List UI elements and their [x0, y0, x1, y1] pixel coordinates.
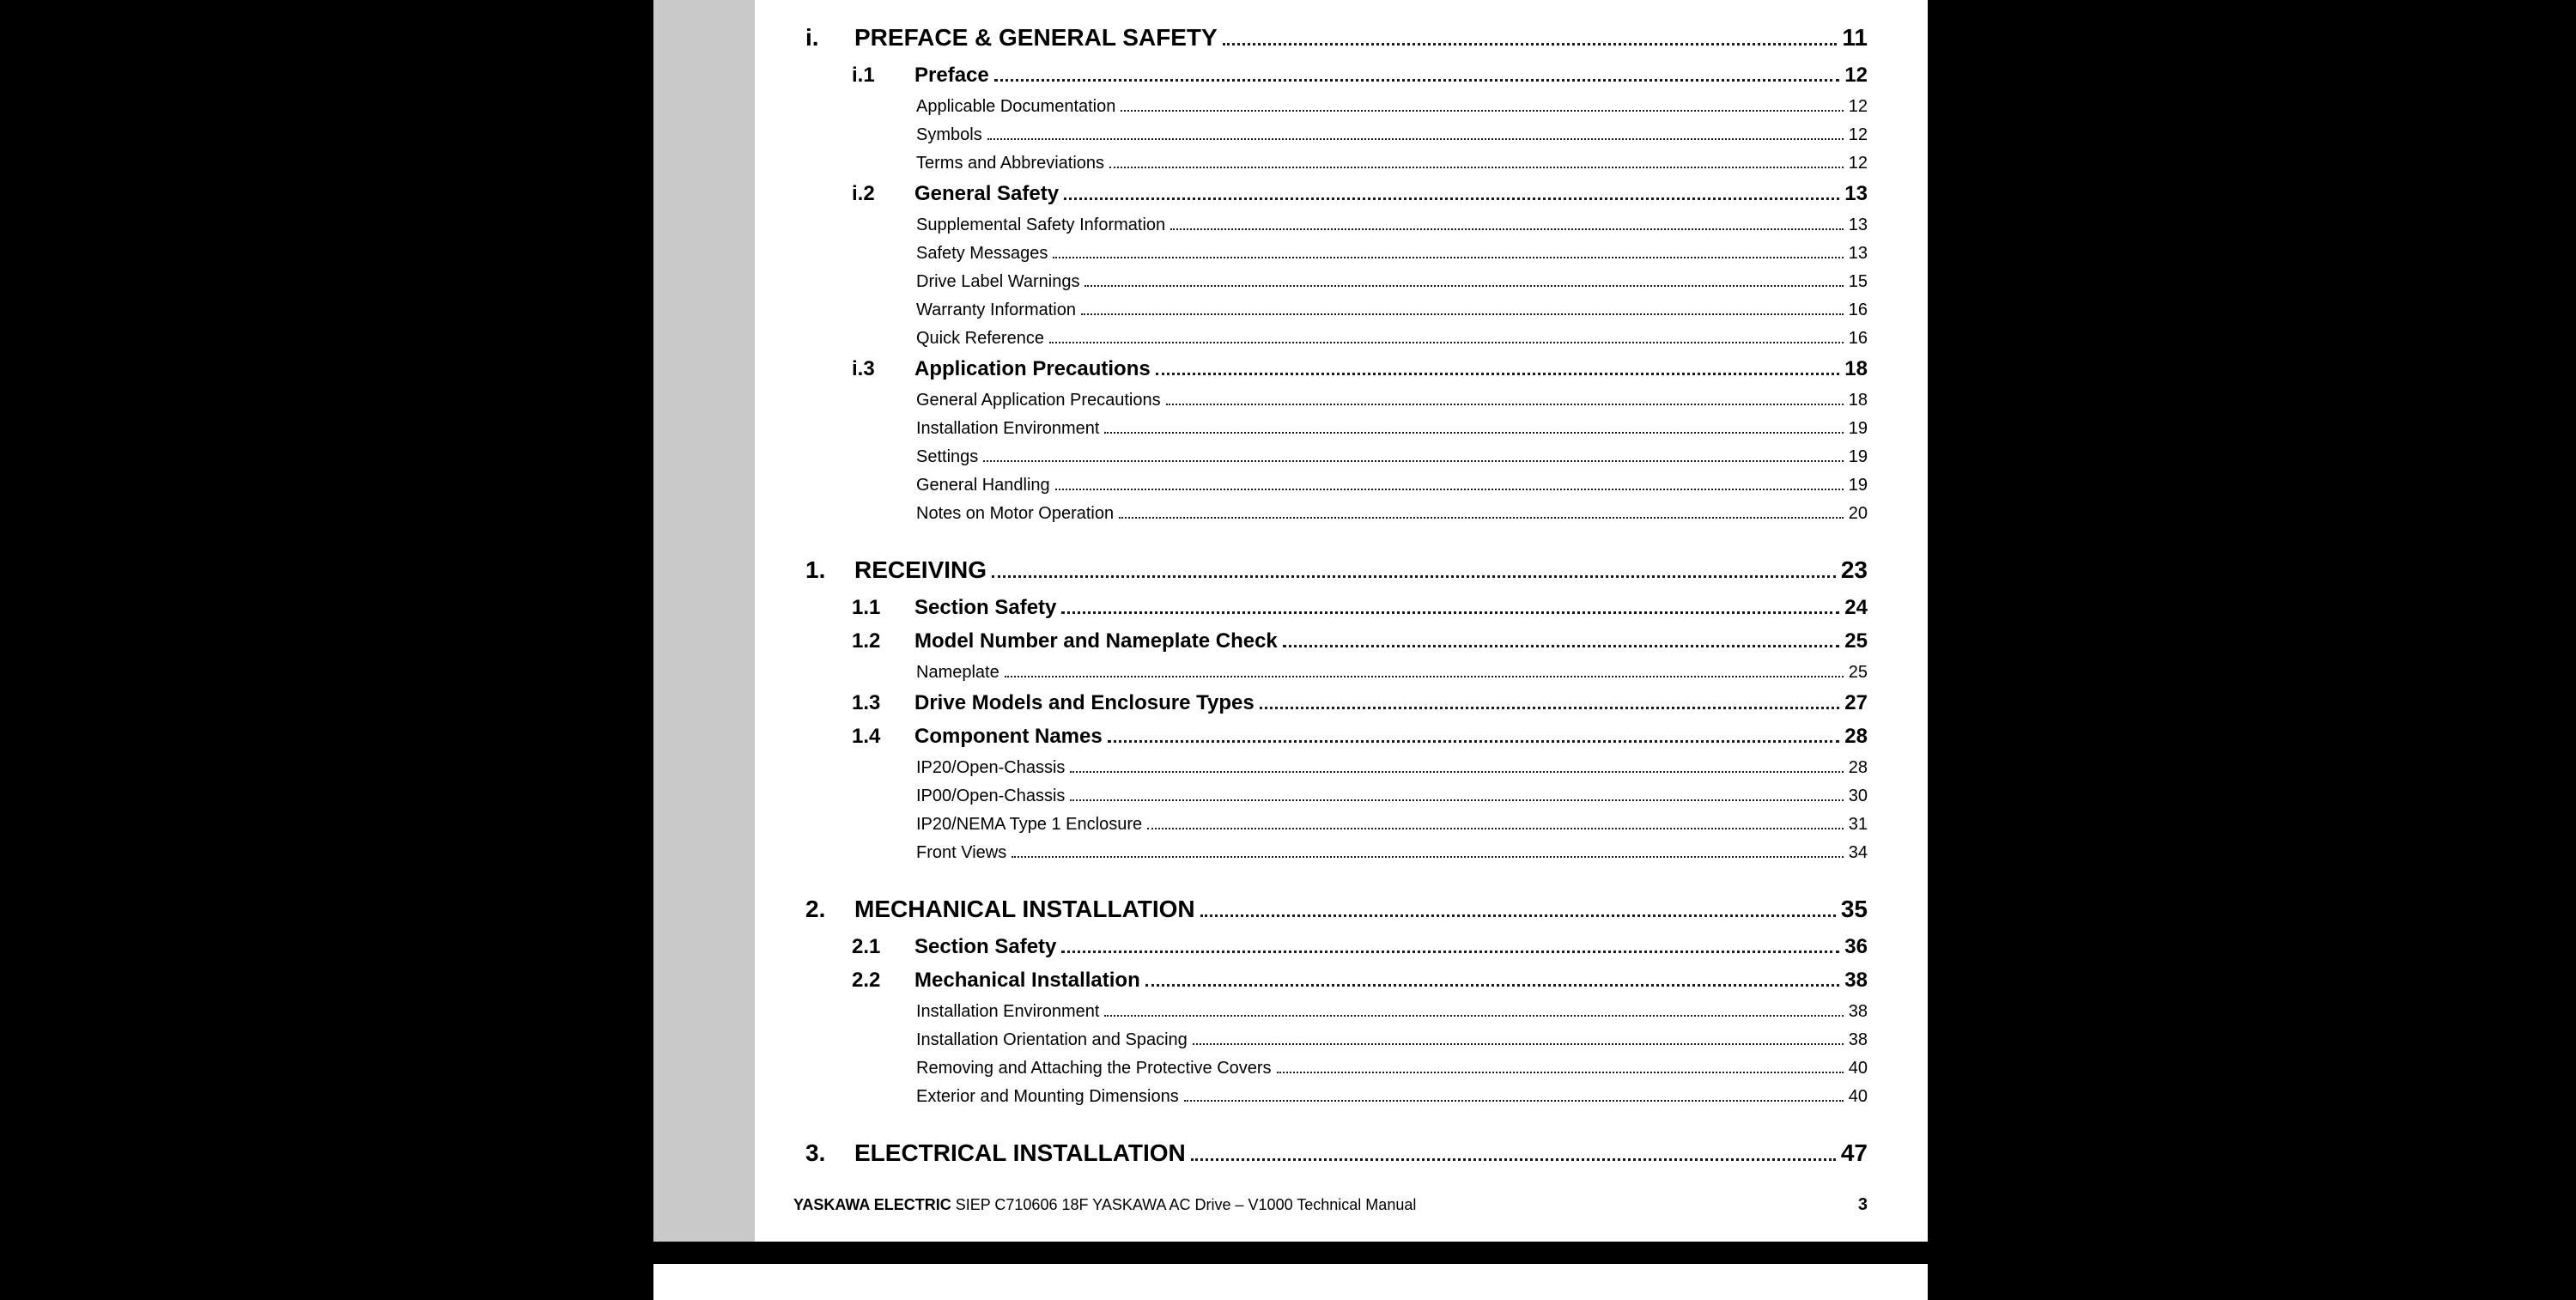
toc-entry-number: 1.4 [852, 725, 881, 748]
toc-entry-page: 23 [1840, 556, 1868, 583]
toc-entry[interactable] [805, 815, 1868, 843]
toc-entry[interactable] [805, 504, 1868, 532]
toc-entry-title: Warranty Information [916, 301, 1076, 319]
toc-entry-page: 18 [1848, 391, 1868, 410]
dot-leader [1104, 432, 1843, 434]
toc-entry-title: Installation Orientation and Spacing [916, 1030, 1188, 1049]
toc-entry-title: Installation Environment [916, 1002, 1100, 1021]
dot-leader [1104, 1015, 1843, 1017]
toc-entry-page: 19 [1848, 447, 1868, 466]
toc-entry[interactable] [805, 629, 1868, 663]
toc-entry-title: Notes on Motor Operation [916, 504, 1115, 523]
toc-entry-page: 30 [1848, 787, 1868, 805]
toc-entry-title: General Application Precautions [916, 391, 1161, 410]
toc-entry-title: PREFACE & GENERAL SAFETY [854, 24, 1218, 51]
next-page-top-edge [653, 1264, 1928, 1300]
toc-entry-title: RECEIVING [854, 556, 987, 583]
toc-entry-title: Terms and Abbreviations [916, 154, 1105, 173]
dot-leader [1061, 951, 1839, 953]
toc-entry-title: IP20/NEMA Type 1 Enclosure [916, 815, 1143, 834]
toc-entry[interactable] [805, 64, 1868, 97]
toc-entry-title: Mechanical Installation [914, 969, 1140, 992]
toc-entry-title: Model Number and Nameplate Check [914, 629, 1278, 653]
page-footer [793, 1195, 1868, 1215]
toc-entry-number: i.1 [852, 64, 875, 87]
dot-leader [1170, 228, 1844, 230]
dot-leader [1070, 799, 1843, 801]
toc-entry-page: 18 [1844, 357, 1868, 380]
dot-leader [1156, 373, 1840, 375]
dot-leader [992, 575, 1836, 578]
toc-entry-title: Preface [914, 64, 989, 87]
dot-leader [1084, 285, 1843, 287]
dot-leader [994, 79, 1840, 82]
toc-entry-page: 12 [1848, 97, 1868, 116]
toc-entry[interactable] [805, 216, 1868, 244]
toc-entry[interactable] [805, 244, 1868, 272]
toc-entry-title: Nameplate [916, 663, 999, 682]
toc-entry-title: MECHANICAL INSTALLATION [854, 896, 1195, 922]
toc-entry[interactable] [805, 154, 1868, 182]
toc-entry-title: General Safety [914, 182, 1060, 205]
toc-entry-page: 35 [1840, 896, 1868, 922]
toc-entry[interactable] [805, 24, 1868, 64]
toc-entry-page: 25 [1848, 663, 1868, 682]
toc-entry-number: 2. [805, 896, 826, 922]
dot-leader [1191, 1158, 1836, 1161]
toc-entry-title: Drive Models and Enclosure Types [914, 691, 1255, 714]
dot-leader [1005, 676, 1844, 677]
dot-leader [1081, 313, 1844, 315]
toc-entry-page: 40 [1848, 1059, 1868, 1078]
toc-entry-title: Section Safety [914, 935, 1057, 958]
dot-leader [1145, 984, 1840, 987]
toc-entry-page: 38 [1844, 969, 1868, 992]
toc-entry[interactable] [805, 1087, 1868, 1115]
toc-entry[interactable] [805, 758, 1868, 787]
dot-leader [1049, 342, 1844, 343]
footer-publisher: YASKAWA ELECTRIC [793, 1196, 951, 1213]
toc-entry[interactable] [805, 843, 1868, 872]
toc-entry-title: Section Safety [914, 596, 1057, 619]
toc-entry-page: 36 [1844, 935, 1868, 958]
toc-entry-page: 19 [1848, 419, 1868, 438]
toc-entry-page: 38 [1848, 1030, 1868, 1049]
toc-entry-title: ELECTRICAL INSTALLATION [854, 1139, 1186, 1166]
dot-leader [1184, 1100, 1844, 1102]
toc-entry[interactable] [805, 329, 1868, 357]
pdf-page [653, 0, 1928, 1242]
dot-leader [1166, 404, 1844, 405]
toc-entry[interactable] [805, 97, 1868, 125]
toc-entry-page: 12 [1848, 125, 1868, 144]
toc-entry-title: Front Views [916, 843, 1007, 862]
toc-entry-title: General Handling [916, 476, 1050, 495]
toc-entry-number: 1.3 [852, 691, 881, 714]
dot-leader [1193, 1043, 1844, 1045]
toc-entry-title: Drive Label Warnings [916, 272, 1080, 291]
toc-entry-page: 27 [1844, 691, 1868, 714]
toc-entry-title: Symbols [916, 125, 982, 144]
toc-entry[interactable] [805, 1059, 1868, 1087]
toc-entry[interactable] [805, 896, 1868, 935]
toc-entry-page: 13 [1848, 216, 1868, 234]
toc-entry[interactable] [805, 476, 1868, 504]
dot-leader [1277, 1072, 1844, 1073]
dot-leader [1283, 645, 1840, 647]
toc-entry-number: i.2 [852, 182, 875, 205]
toc-entry-title: Supplemental Safety Information [916, 216, 1166, 234]
toc-entry-title: Exterior and Mounting Dimensions [916, 1087, 1179, 1106]
dot-leader [987, 138, 1844, 140]
toc-entry-page: 28 [1844, 725, 1868, 748]
toc-entry[interactable] [805, 301, 1868, 329]
toc-entry[interactable] [805, 725, 1868, 758]
toc-entry-page: 31 [1848, 815, 1868, 834]
dot-leader [1147, 828, 1844, 829]
toc-entry-page: 11 [1842, 24, 1868, 51]
toc-entry[interactable] [805, 419, 1868, 447]
toc-entry-page: 25 [1844, 629, 1868, 653]
toc-entry-title: Safety Messages [916, 244, 1048, 263]
dot-leader [1223, 43, 1838, 46]
toc-entry-title: Component Names [914, 725, 1103, 748]
toc-entry-page: 16 [1848, 301, 1868, 319]
toc-entry-number: i. [805, 24, 819, 51]
toc-entry[interactable] [805, 663, 1868, 691]
toc-entry-title: IP20/Open-Chassis [916, 758, 1066, 777]
toc-entry-page: 12 [1844, 64, 1868, 87]
toc-list [805, 24, 1868, 1179]
toc-entry[interactable] [805, 787, 1868, 815]
toc-entry-page: 28 [1848, 758, 1868, 777]
dot-leader [1012, 856, 1844, 858]
dot-leader [1061, 611, 1839, 614]
footer-document-id: SIEP C710606 18F YASKAWA AC Drive – V1000 Technical Manual [951, 1196, 1417, 1213]
toc-entry-title: Quick Reference [916, 329, 1044, 348]
footer-page-number: 3 [1857, 1195, 1868, 1214]
toc-entry-page: 34 [1848, 843, 1868, 862]
dot-leader [1053, 257, 1843, 258]
dot-leader [1064, 197, 1839, 200]
toc-entry[interactable] [805, 596, 1868, 629]
dot-leader [1070, 771, 1843, 773]
toc-entry[interactable] [805, 556, 1868, 596]
dot-leader [1109, 167, 1844, 168]
toc-entry-number: 1.2 [852, 629, 881, 653]
toc-entry-number: 1. [805, 556, 826, 583]
toc-entry-page: 38 [1848, 1002, 1868, 1021]
toc-entry-page: 13 [1848, 244, 1868, 263]
toc-entry-page: 19 [1848, 476, 1868, 495]
toc-entry-number: 3. [805, 1139, 826, 1166]
toc-entry-page: 15 [1848, 272, 1868, 291]
toc-entry-page: 24 [1844, 596, 1868, 619]
toc-entry-title: Application Precautions [914, 357, 1151, 380]
toc-entry[interactable] [805, 447, 1868, 476]
footer-text [793, 1196, 1416, 1214]
toc-entry[interactable] [805, 272, 1868, 301]
toc-entry-title: Settings [916, 447, 979, 466]
toc-entry-page: 40 [1848, 1087, 1868, 1106]
toc-entry-title: Applicable Documentation [916, 97, 1116, 116]
toc-entry-number: 2.2 [852, 969, 881, 992]
dot-leader [1260, 707, 1840, 709]
dot-leader [1055, 489, 1844, 490]
dot-leader [1108, 740, 1840, 743]
toc-entry[interactable] [805, 935, 1868, 969]
toc-entry-number: 1.1 [852, 596, 881, 619]
toc-entry[interactable] [805, 391, 1868, 419]
toc-entry[interactable] [805, 182, 1868, 216]
toc-entry[interactable] [805, 125, 1868, 154]
dot-leader [1119, 517, 1844, 519]
toc-entry-title: IP00/Open-Chassis [916, 787, 1066, 805]
toc-entry-title: Removing and Attaching the Protective Covers [916, 1059, 1272, 1078]
toc-entry-title: Installation Environment [916, 419, 1100, 438]
toc-entry-page: 16 [1848, 329, 1868, 348]
toc-entry-page: 12 [1848, 154, 1868, 173]
toc-entry-number: 2.1 [852, 935, 881, 958]
toc-entry[interactable] [805, 1002, 1868, 1030]
dot-leader [1121, 110, 1843, 112]
toc-entry[interactable] [805, 357, 1868, 391]
dot-leader [983, 460, 1843, 462]
toc-entry[interactable] [805, 1139, 1868, 1179]
toc-entry-number: i.3 [852, 357, 875, 380]
toc-entry[interactable] [805, 1030, 1868, 1059]
page-margin-strip [653, 0, 755, 1242]
dot-leader [1200, 914, 1836, 917]
toc-entry-page: 20 [1848, 504, 1868, 523]
toc-entry-page: 13 [1844, 182, 1868, 205]
toc-entry-page: 47 [1840, 1139, 1868, 1166]
toc-entry[interactable] [805, 969, 1868, 1002]
toc-entry[interactable] [805, 691, 1868, 725]
